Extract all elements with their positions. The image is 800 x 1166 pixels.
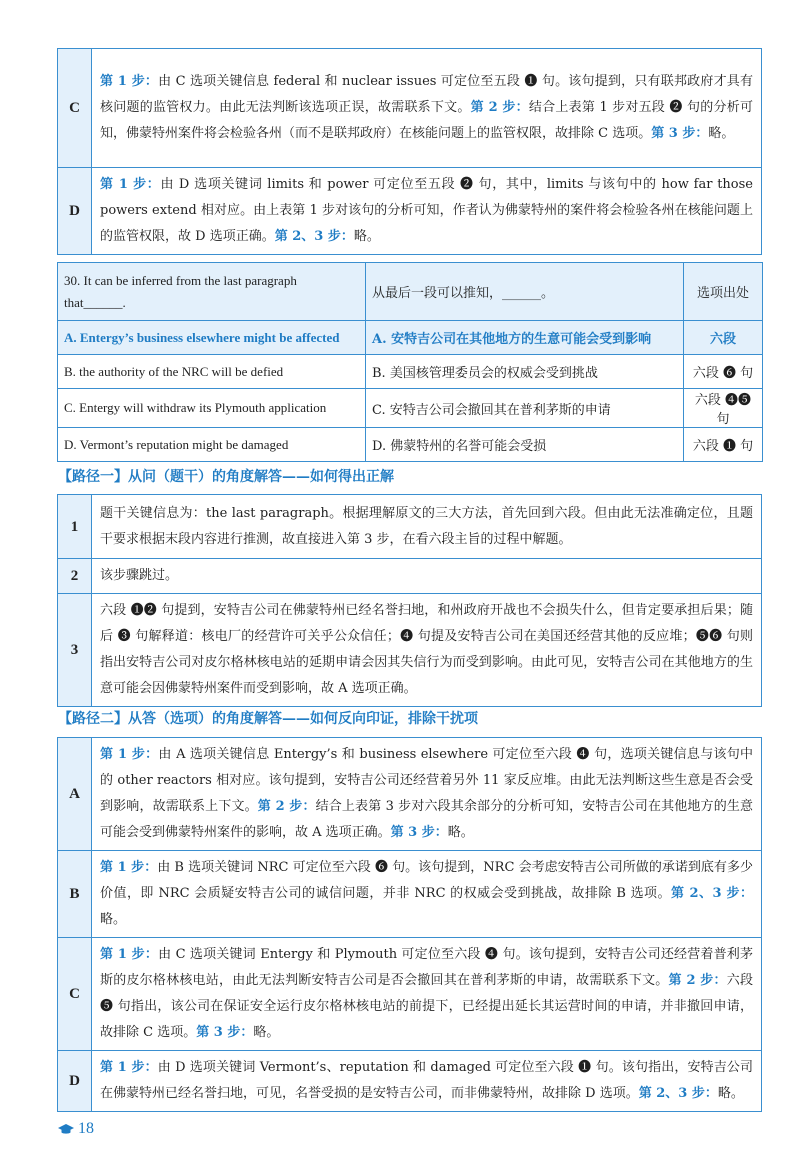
step-label: 第 2 步： — [257, 799, 316, 814]
row-body: 题干关键信息为：the last paragraph。根据理解原文的三大方法，首先回到六段。但由此无法准确定位，且题干要求根据末段内容进行推测，故直接进入第 3 步，在看六段主旨的过程中解题。 — [92, 495, 762, 559]
row-label: A — [58, 738, 92, 851]
question-stem-en: 30. It can be inferred from the last paragraph that______. — [58, 263, 366, 321]
table-row — [58, 559, 762, 594]
step-label: 第 2 步： — [470, 100, 529, 115]
option-zh: A. 安特吉公司在其他地方的生意可能会受到影响 — [366, 321, 684, 355]
graduation-cap-icon — [58, 1123, 74, 1135]
step-label: 第 1 步： — [100, 747, 159, 762]
row-label: C — [58, 938, 92, 1051]
path1-heading: 【路径一】从问（题干）的角度解答——如何得出正解 — [58, 469, 394, 485]
option-row-a — [58, 321, 763, 355]
table-row — [58, 738, 762, 851]
step-text: 略。 — [353, 229, 380, 244]
table-row — [58, 1051, 762, 1112]
option-en: A. Entergy’s business elsewhere might be affected — [58, 321, 366, 355]
row-label: B — [58, 851, 92, 938]
option-row-b — [58, 355, 763, 389]
row-body — [92, 738, 762, 851]
row-body: 六段 ❶❷ 句提到，安特吉公司在佛蒙特州已经名誉扫地，和州政府开战也不会损失什么，但肯定要承担后果；随后 ❸ 句解释道：核电厂的经营许可关乎公众信任；❹ 句提及安特吉公司在美国还经营其他的反应堆；❺❻ 句则指出安特吉公司对皮尔格林核电站的延期申请会因其失信行为而受到影响。由此可见，安特吉公司在其他地方的生意可能会因佛蒙特州案件而受到影响，故 A 选项正确。 — [92, 594, 762, 707]
row-label: 1 — [58, 495, 92, 559]
row-body: 该步骤跳过。 — [92, 559, 762, 594]
step-text: 六段 ❺ 句指出，该公司在保证安全运行皮尔格林核电站的前提下，已经提出延长其运营时间的申请，并非撤回申请，故排除 C 选项。 — [100, 973, 753, 1040]
page-number: 18 — [78, 1120, 94, 1137]
step-text: 由 A 选项关键信息 Entergy’s 和 business elsewhere 可定位至六段 ❹ 句，选项关键信息与该句中的 other reactors 相对应。该句提到，安特吉公司还经营着另外 11 家反应堆。由此无法判断这些生意是否会受到影响，故需联系上下文。 — [100, 747, 753, 814]
table-row — [58, 49, 762, 168]
step-label: 第 3 步： — [390, 825, 448, 840]
step-text: 由 C 选项关键词 Entergy 和 Plymouth 可定位至六段 ❹ 句。该句提到，安特吉公司还经营着普利茅斯的皮尔格林核电站，由此无法判断安特吉公司是否会撤回其在普利茅斯的申请，故需联系下文。 — [100, 947, 753, 988]
step-label: 第 2、3 步： — [671, 886, 753, 901]
option-zh: B. 美国核管理委员会的权威会受到挑战 — [366, 355, 684, 389]
option-source: 六段 ❹❺ 句 — [684, 389, 763, 428]
source-header: 选项出处 — [684, 263, 763, 321]
step-text: 结合上表第 3 步对六段其余部分的分析可知，安特吉公司在其他地方的生意可能会受到佛蒙特州案件的影响，故 A 选项正确。 — [100, 799, 753, 840]
step-text: 略。 — [100, 912, 127, 927]
step-text: 由 D 选项关键词 Vermont’s、reputation 和 damaged 可定位至六段 ❶ 句。该句指出，安特吉公司在佛蒙特州已经名誉扫地，可见，名誉受损的是安特吉公司，而非佛蒙特州，故排除 D 选项。 — [100, 1060, 753, 1101]
path2-table — [57, 737, 762, 1112]
step-text: 略。 — [253, 1025, 280, 1040]
step-text: 由 B 选项关键词 NRC 可定位至六段 ❻ 句。该句提到，NRC 会考虑安特吉公司所做的承诺到底有多少价值，即 NRC 会质疑安特吉公司的诚信问题，并非 NRC 的权威会受到挑战，故排除 B 选项。 — [100, 860, 753, 901]
table-row — [58, 594, 762, 707]
option-zh: D. 佛蒙特州的名誉可能会受损 — [366, 428, 684, 462]
step-text: 由 C 选项关键信息 federal 和 nuclear issues 可定位至五段 ❶ 句。该句提到，只有联邦政府才具有核问题的监管权力。由此无法判断该选项正误，故需联系下文。 — [100, 74, 753, 115]
step-label: 第 1 步： — [100, 177, 161, 192]
row-body — [92, 938, 762, 1051]
table-row — [58, 168, 762, 255]
step-label: 第 1 步： — [100, 860, 158, 875]
path1-table — [57, 494, 762, 707]
row-body — [92, 1051, 762, 1112]
row-label: C — [58, 49, 92, 168]
option-source: 六段 ❶ 句 — [684, 428, 763, 462]
step-text: 略。 — [708, 126, 735, 141]
step-text: 略。 — [447, 825, 474, 840]
table-row — [58, 938, 762, 1051]
table-row — [58, 495, 762, 559]
question-30-table — [57, 262, 763, 462]
page-footer — [58, 1120, 94, 1138]
table-row — [58, 851, 762, 938]
row-label: D — [58, 168, 92, 255]
step-label: 第 3 步： — [196, 1025, 254, 1040]
step-label: 第 3 步： — [651, 126, 709, 141]
option-en: B. the authority of the NRC will be defied — [58, 355, 366, 389]
step-label: 第 1 步： — [100, 1060, 158, 1075]
option-zh: C. 安特吉公司会撤回其在普利茅斯的申请 — [366, 389, 684, 428]
step-text: 结合上表第 1 步对五段 ❷ 句的分析可知，佛蒙特州案件将会检验各州（而不是联邦政府）在核能问题上的监管权限，故排除 C 选项。 — [100, 100, 753, 141]
row-label: 3 — [58, 594, 92, 707]
question-stem-zh: 从最后一段可以推知，______。 — [366, 263, 684, 321]
row-body — [92, 49, 762, 168]
option-row-d — [58, 428, 763, 462]
step-label: 第 2、3 步： — [274, 229, 354, 244]
step-label: 第 2、3 步： — [638, 1086, 718, 1101]
option-en: D. Vermont’s reputation might be damaged — [58, 428, 366, 462]
row-body — [92, 851, 762, 938]
row-body — [92, 168, 762, 255]
option-source: 六段 ❻ 句 — [684, 355, 763, 389]
path2-heading: 【路径二】从答（选项）的角度解答——如何反向印证，排除干扰项 — [58, 711, 478, 727]
row-label: D — [58, 1051, 92, 1112]
option-row-c — [58, 389, 763, 428]
top-analysis-table — [57, 48, 762, 255]
option-source: 六段 — [684, 321, 763, 355]
step-text: 由 D 选项关键词 limits 和 power 可定位至五段 ❷ 句，其中，limits 与该句中的 how far those powers extend 相对应。由上表第 1 步对该句的分析可知，作者认为佛蒙特州的案件将会检验各州在核能问题上的监管权限，故 D 选项正确。 — [100, 177, 753, 244]
step-text: 略。 — [717, 1086, 744, 1101]
step-label: 第 2 步： — [668, 973, 727, 988]
step-label: 第 1 步： — [100, 947, 159, 962]
option-en: C. Entergy will withdraw its Plymouth application — [58, 389, 366, 428]
question-header-row — [58, 263, 763, 321]
step-label: 第 1 步： — [100, 74, 159, 89]
row-label: 2 — [58, 559, 92, 594]
